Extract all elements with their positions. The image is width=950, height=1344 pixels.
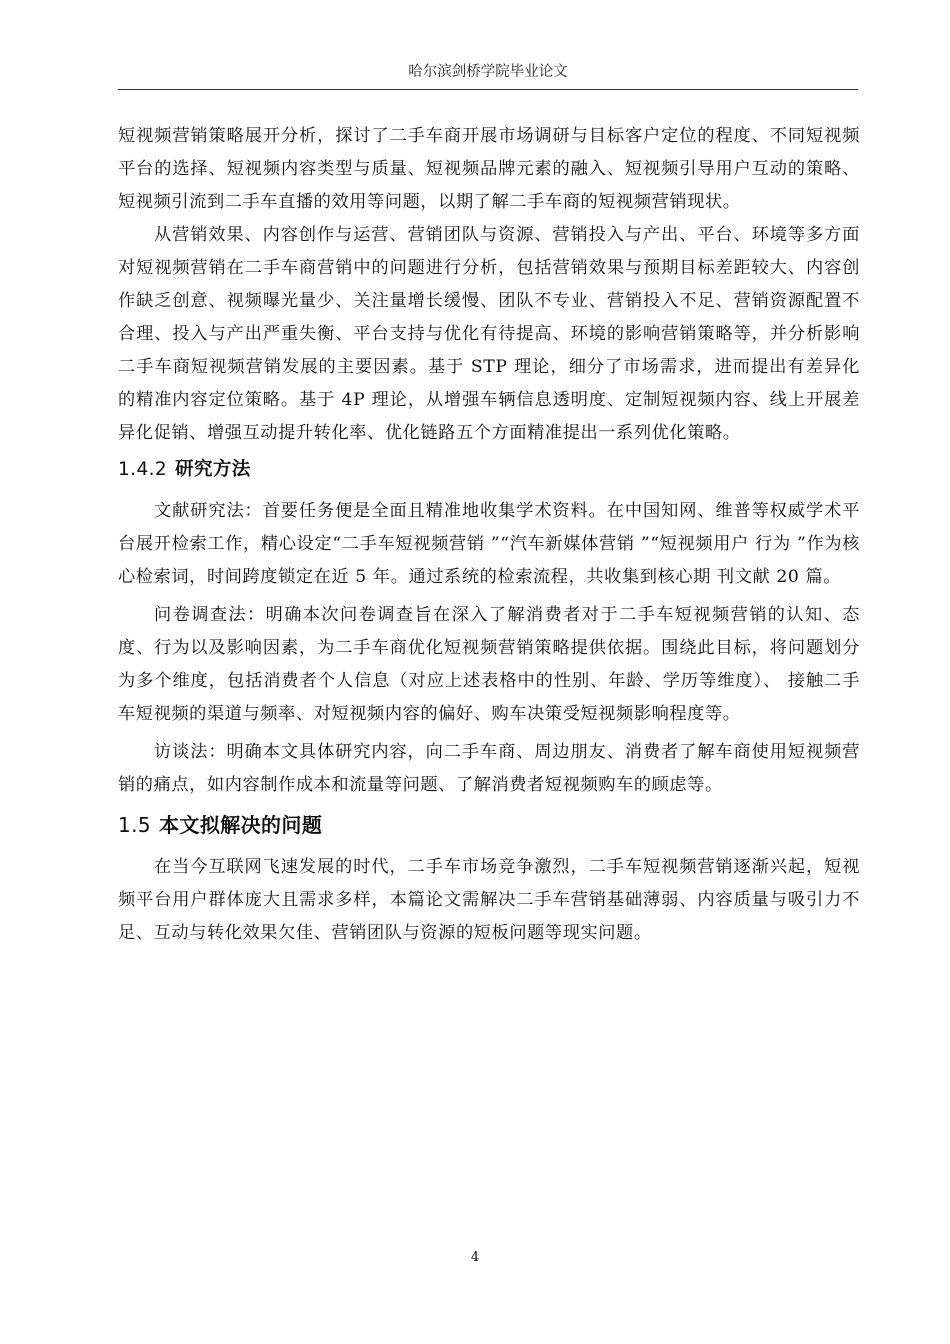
paragraph-survey-method: 问卷调查法：明确本次问卷调查旨在深入了解消费者对于二手车短视频营销的认知、态度、行为以及影响因素，为二手车商优化短视频营销策略提供依据。围绕此目标，将问题划分为多个维度，包括消费者个人信息（对应上述表格中的性别、年龄、学历等维度）、 接触二手车短视频的渠道与频率、对短视频内容的偏好、购车决策受短视频影响程度等。 (118, 605, 860, 724)
section-number: 1.5 (118, 813, 152, 837)
running-header: 哈尔滨剑桥学院毕业论文 (408, 64, 568, 80)
section-number: 1.4.2 (118, 459, 168, 480)
paragraph-literature-method: 文献研究法：首要任务便是全面且精准地收集学术资料。在中国知网、维普等权威学术平台展开检索工作，精心设定“二手车短视频营销 ”“汽车新媒体营销 ”“短视频用户 行为 ”作为核心检索词，时间跨度锁定在近 5 年。通过系统的检索流程，共收集到核心期 刊文献 20 篇。 (118, 501, 860, 587)
paragraph-interview-method: 访谈法：明确本文具体研究内容，向二手车商、周边朋友、消费者了解车商使用短视频营销的痛点，如内容制作成本和流量等问题、了解消费者短视频购车的顾虑等。 (118, 742, 860, 795)
paragraph-problems-to-solve: 在当今互联网飞速发展的时代，二手车市场竞争激烈，二手车短视频营销逐渐兴起，短视频平台用户群体庞大且需求多样，本篇论文需解决二手车营销基础薄弱、内容质量与吸引力不足、互动与转化效果欠佳、营销团队与资源的短板问题等现实问题。 (118, 857, 860, 943)
section-heading-1-5 (118, 804, 860, 846)
paragraph-analysis-intro: 短视频营销策略展开分析，探讨了二手车商开展市场调研与目标客户定位的程度、不同短视频平台的选择、短视频内容类型与质量、短视频品牌元素的融入、短视频引导用户互动的策略、短视频引流到二手车直播的效用等问题，以期了解二手车商的短视频营销现状。 (118, 126, 860, 212)
paragraph-problem-analysis: 从营销效果、内容创作与运营、营销团队与资源、营销投入与产出、平台、环境等多方面对短视频营销在二手车商营销中的问题进行分析，包括营销效果与预期目标差距较大、内容创作缺乏创意、视频曝光量少、关注量增长缓慢、团队不专业、营销投入不足、营销资源配置不合理、投入与产出严重失衡、平台支持与优化有待提高、环境的影响营销策略等，并分析影响二手车商短视频营销发展的主要因素。基于 STP 理论，细分了市场需求，进而提出有差异化的精准内容定位策略。基于 4P 理论，从增强车辆信息透明度、定制短视频内容、线上开展差异化促销、增强互动提升转化率、优化链路五个方面精准提出一系列优化策略。 (118, 225, 860, 443)
section-heading-1-4-2 (118, 450, 860, 490)
page-number: 4 (470, 1250, 480, 1265)
header-rule (118, 89, 858, 90)
body-content (118, 120, 860, 950)
section-title: 研究方法 (175, 459, 251, 480)
section-title: 本文拟解决的问题 (159, 813, 323, 837)
